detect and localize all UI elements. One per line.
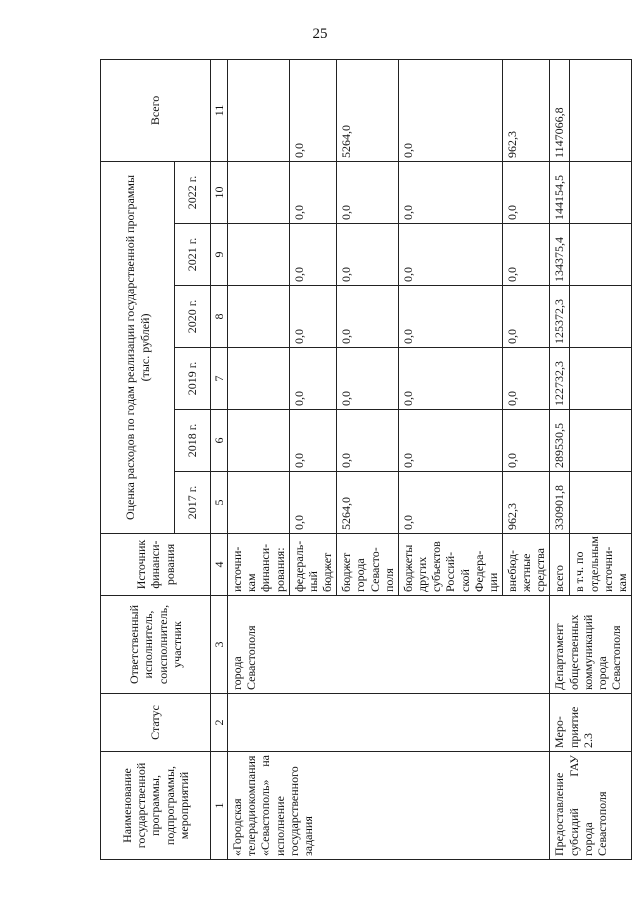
value-cell <box>570 472 632 534</box>
value-cell: 0,0 <box>398 59 502 161</box>
value-cell: 0,0 <box>337 161 399 223</box>
col-number: 10 <box>211 161 228 223</box>
value-cell: 962,3 <box>502 59 549 161</box>
value-cell: 962,3 <box>502 472 549 534</box>
header-2018: 2018 г. <box>175 410 211 472</box>
row2-name: Предоставление субсидий ГАУ города Севастополя <box>550 752 632 860</box>
header-total: Всего <box>101 59 211 161</box>
header-2020: 2020 г. <box>175 286 211 348</box>
value-cell: 0,0 <box>398 348 502 410</box>
value-cell <box>228 410 290 472</box>
value-cell: 0,0 <box>502 224 549 286</box>
header-2021: 2021 г. <box>175 224 211 286</box>
value-cell: 0,0 <box>337 224 399 286</box>
header-executor: Ответственный исполнитель, соисполнитель, участник <box>101 596 211 694</box>
value-cell: 0,0 <box>289 348 336 410</box>
value-cell <box>228 286 290 348</box>
value-cell <box>228 59 290 161</box>
row2-status: Меро-приятие 2.3 <box>550 694 632 752</box>
row1-source-label: федераль-ный бюджет <box>289 534 336 596</box>
table-row <box>228 59 290 859</box>
value-cell: 289530,5 <box>550 410 570 472</box>
value-cell: 0,0 <box>398 286 502 348</box>
col-number: 2 <box>211 694 228 752</box>
row1-executor: города Севастополя <box>228 596 550 694</box>
value-cell: 0,0 <box>337 410 399 472</box>
col-number: 9 <box>211 224 228 286</box>
value-cell: 0,0 <box>337 348 399 410</box>
rotated-table-container <box>100 60 629 860</box>
value-cell: 1147066,8 <box>550 59 570 161</box>
row2-source-label: в т.ч. по отдельным источни-кам <box>570 534 632 596</box>
value-cell: 122732,3 <box>550 348 570 410</box>
row1-name: «Городская телерадиокомпания «Севастополь» на исполнение государственного задания <box>228 752 550 860</box>
value-cell: 0,0 <box>502 348 549 410</box>
value-cell: 0,0 <box>289 224 336 286</box>
value-cell <box>570 161 632 223</box>
row1-source-label: источни-кам финанси-рования: <box>228 534 290 596</box>
header-2022: 2022 г. <box>175 161 211 223</box>
header-status: Статус <box>101 694 211 752</box>
col-number: 1 <box>211 752 228 860</box>
value-cell: 0,0 <box>289 286 336 348</box>
value-cell: 0,0 <box>289 472 336 534</box>
value-cell: 0,0 <box>398 472 502 534</box>
value-cell <box>228 472 290 534</box>
col-number: 7 <box>211 348 228 410</box>
value-cell: 0,0 <box>398 224 502 286</box>
row1-source-label: бюджеты других субъектов Россий-ской Федера-ции <box>398 534 502 596</box>
row2-source-label: всего <box>550 534 570 596</box>
value-cell: 125372,3 <box>550 286 570 348</box>
value-cell: 0,0 <box>337 286 399 348</box>
page-number: 25 <box>312 26 328 42</box>
value-cell <box>570 348 632 410</box>
row1-source-label: внебюд-жетные средства <box>502 534 549 596</box>
header-name: Наименование государственной программы, подпрограммы, мероприятий <box>101 752 211 860</box>
value-cell <box>228 224 290 286</box>
value-cell <box>570 410 632 472</box>
value-cell: 0,0 <box>398 161 502 223</box>
header-estimate: Оценка расходов по годам реализации государственной программы (тыс. рублей) <box>101 161 175 533</box>
value-cell <box>228 348 290 410</box>
value-cell: 0,0 <box>289 59 336 161</box>
header-2019: 2019 г. <box>175 348 211 410</box>
value-cell: 0,0 <box>398 410 502 472</box>
col-number: 6 <box>211 410 228 472</box>
col-number: 8 <box>211 286 228 348</box>
budget-table <box>100 59 632 860</box>
col-number: 3 <box>211 596 228 694</box>
value-cell: 5264,0 <box>337 472 399 534</box>
column-number-row <box>211 59 228 859</box>
value-cell: 330901,8 <box>550 472 570 534</box>
value-cell <box>570 286 632 348</box>
col-number: 5 <box>211 472 228 534</box>
value-cell: 0,0 <box>502 286 549 348</box>
value-cell: 0,0 <box>289 161 336 223</box>
col-number: 4 <box>211 534 228 596</box>
row1-source-label: бюджет города Севасто-поля <box>337 534 399 596</box>
value-cell: 0,0 <box>502 410 549 472</box>
row2-executor: Департамент общественных коммуникаций города Севастополя <box>550 596 632 694</box>
header-2017: 2017 г. <box>175 472 211 534</box>
table-row <box>550 59 570 859</box>
value-cell: 0,0 <box>502 161 549 223</box>
value-cell: 0,0 <box>289 410 336 472</box>
value-cell <box>228 161 290 223</box>
header-source: Источник финанси-рования <box>101 534 211 596</box>
value-cell <box>570 224 632 286</box>
value-cell: 134375,4 <box>550 224 570 286</box>
value-cell <box>570 59 632 161</box>
col-number: 11 <box>211 59 228 161</box>
row1-status <box>228 694 550 752</box>
value-cell: 144154,5 <box>550 161 570 223</box>
value-cell: 5264,0 <box>337 59 399 161</box>
